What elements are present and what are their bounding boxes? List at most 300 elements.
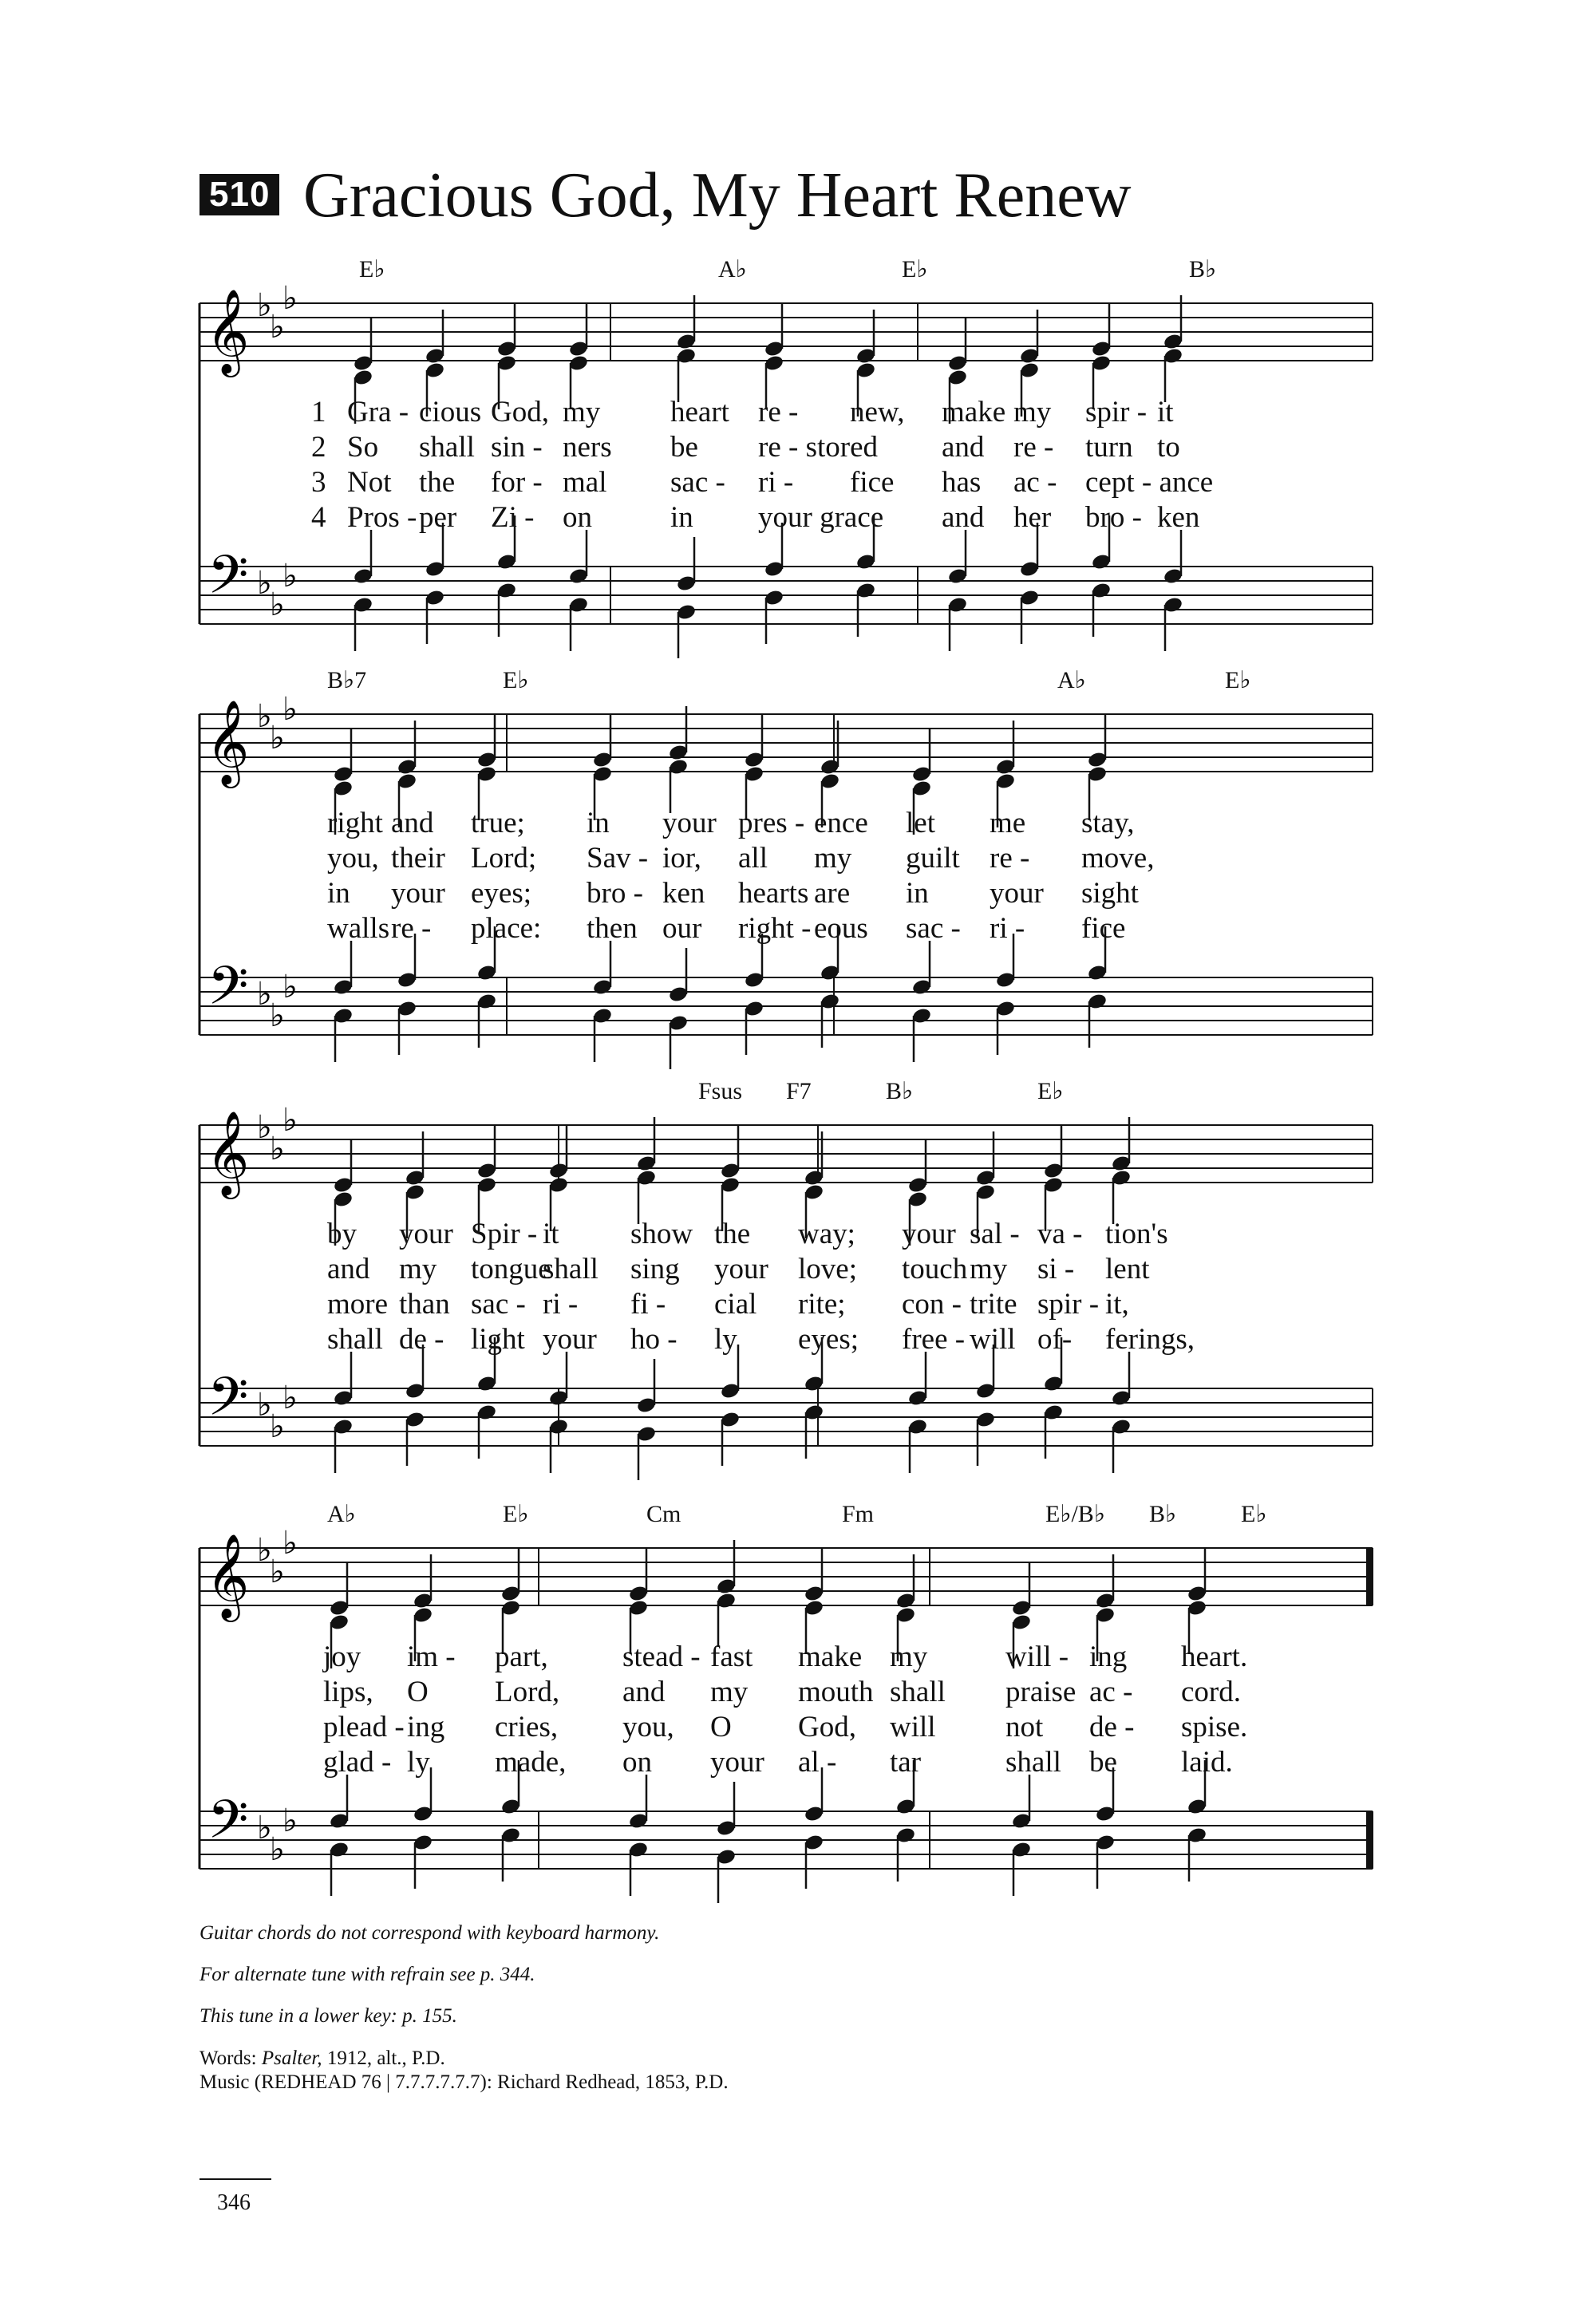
lyric-syllable: Gra - <box>347 396 409 428</box>
bass-clef-icon: 𝄢 <box>207 544 249 618</box>
lyric-syllable: on <box>622 1746 652 1779</box>
tenor-note <box>592 941 613 996</box>
lyric-syllable: let <box>906 807 935 839</box>
footnote-guitar: Guitar chords do not correspond with keyboard harmony. <box>200 1922 660 1944</box>
flat-icon: ♭ <box>270 586 285 623</box>
tenor-note <box>548 1352 569 1407</box>
lyric-syllable: will <box>970 1323 1016 1356</box>
guitar-chord: B♭ <box>1149 1501 1177 1527</box>
footnote-lower-key: This tune in a lower key: p. 155. <box>200 2005 457 2027</box>
lyric-syllable: lent <box>1105 1253 1150 1285</box>
flat-icon: ♭ <box>257 1109 272 1146</box>
lyric-syllable: spir - <box>1037 1288 1100 1321</box>
lyric-syllable: ior, <box>662 842 701 875</box>
tenor-note <box>329 1775 350 1830</box>
lyric-syllable: cord. <box>1181 1676 1241 1708</box>
lyric-syllable: ken <box>1157 501 1200 534</box>
lyric-syllable: and <box>391 807 434 839</box>
lyric-syllable: ly <box>407 1746 430 1779</box>
melody-note <box>1187 1547 1207 1602</box>
lyric-syllable: Spir - <box>471 1218 538 1250</box>
bass-clef-icon: 𝄢 <box>207 955 249 1029</box>
melody-note <box>333 1139 354 1194</box>
lyric-syllable: cial <box>714 1288 757 1321</box>
lyric-syllable: cious <box>419 396 482 428</box>
treble-clef-icon: 𝄞 <box>206 1110 250 1195</box>
lyric-syllable: Zi - <box>491 501 535 534</box>
lyric-syllable: show <box>630 1218 693 1250</box>
lyric-syllable: in <box>587 807 610 839</box>
lyric-syllable: the <box>714 1218 751 1250</box>
treble-clef-icon: 𝄞 <box>206 1533 250 1618</box>
lyric-syllable: shall <box>419 431 475 464</box>
melody-note <box>476 1124 497 1179</box>
bass-staff <box>200 567 1373 624</box>
melody-note <box>568 302 589 357</box>
lyric-syllable: shall <box>327 1323 383 1356</box>
music-credit: Music (REDHEAD 76 | 7.7.7.7.7.7): Richard Redhead, 1853, P.D. <box>200 2071 729 2093</box>
lyric-syllable: of- <box>1037 1323 1073 1356</box>
lyric-syllable: my <box>710 1676 749 1708</box>
lyric-syllable: my <box>814 842 852 875</box>
guitar-chord: E♭ <box>503 667 529 693</box>
melody-note <box>947 317 968 372</box>
tenor-note <box>947 530 968 585</box>
lyric-syllable: sac - <box>670 466 725 499</box>
lyric-syllable: de - <box>399 1323 444 1356</box>
tenor-note <box>668 948 689 1003</box>
lyric-syllable: si - <box>1037 1253 1075 1285</box>
melody-note <box>500 1547 521 1602</box>
bass-note <box>413 1834 433 1889</box>
verse-number: 2 <box>311 431 326 464</box>
melody-note <box>720 1124 741 1179</box>
lyric-syllable: and <box>622 1676 666 1708</box>
lyric-syllable: walls <box>327 912 390 945</box>
flat-icon: ♭ <box>270 997 285 1034</box>
lyric-syllable: will - <box>1005 1641 1069 1673</box>
lyric-syllable: on <box>563 501 592 534</box>
lyric-syllable: sing <box>630 1253 680 1285</box>
flat-icon: ♭ <box>282 280 298 317</box>
lyric-syllable: ing <box>1089 1641 1128 1673</box>
lyric-syllable: right - <box>738 912 812 945</box>
lyric-line-verse-3 <box>200 1710 1373 1745</box>
lyric-syllable: tion's <box>1105 1218 1168 1250</box>
lyric-syllable: it <box>543 1218 559 1250</box>
guitar-chord: F7 <box>786 1078 812 1104</box>
flat-icon: ♭ <box>270 309 285 346</box>
guitar-chord: E♭ <box>1225 667 1251 693</box>
lyric-syllable: spise. <box>1181 1711 1248 1743</box>
lyric-syllable: it <box>1157 396 1174 428</box>
hymn-title: Gracious God, My Heart Renew <box>303 160 1132 231</box>
lyric-syllable: be <box>670 431 698 464</box>
lyric-syllable: your <box>710 1746 764 1779</box>
lyric-syllable: sac - <box>906 912 961 945</box>
words-label: Words: <box>200 2047 257 2069</box>
lyric-syllable: Not <box>347 466 392 499</box>
music-system-4 <box>200 1500 1373 1899</box>
lyric-syllable: then <box>587 912 638 945</box>
flat-icon: ♭ <box>257 565 272 602</box>
lyric-syllable: re - <box>391 912 432 945</box>
lyric-line-verse-1 <box>200 395 1373 430</box>
lyric-syllable: our <box>662 912 702 945</box>
bass-note <box>425 589 445 644</box>
lyric-syllable: ac - <box>1089 1676 1133 1708</box>
flat-icon: ♭ <box>257 976 272 1013</box>
lyric-syllable: all <box>738 842 768 875</box>
lyric-syllable: stead - <box>622 1641 701 1673</box>
lyric-syllable: laid. <box>1181 1746 1233 1779</box>
melody-note <box>329 1562 350 1617</box>
guitar-chord: E♭/B♭ <box>1045 1501 1105 1527</box>
tenor-note <box>333 1352 354 1407</box>
bass-note <box>397 1000 417 1055</box>
final-barline <box>1366 1548 1373 1605</box>
lyric-syllable: shall <box>543 1253 598 1285</box>
lyric-line-verse-3 <box>200 465 1373 500</box>
melody-note <box>333 728 354 783</box>
lyric-syllable: ac - <box>1013 466 1057 499</box>
lyric-syllable: per <box>419 501 457 534</box>
lyric-syllable: your <box>543 1323 597 1356</box>
bass-note <box>995 1000 1016 1055</box>
lyric-syllable: de - <box>1089 1711 1135 1743</box>
alto-note <box>668 758 689 813</box>
treble-clef-icon: 𝄞 <box>206 699 250 784</box>
final-barline <box>1366 1811 1373 1869</box>
lyric-syllable: heart <box>670 396 729 428</box>
bass-note <box>676 603 697 658</box>
lyric-syllable: her <box>1013 501 1052 534</box>
lyric-syllable: sal - <box>970 1218 1020 1250</box>
treble-staff <box>200 303 1373 361</box>
lyric-syllable: your <box>399 1218 453 1250</box>
lyric-syllable: hearts <box>738 877 809 910</box>
bass-note <box>1095 1834 1116 1889</box>
lyric-line-verse-4 <box>200 1745 1373 1780</box>
lyric-syllable: mouth <box>798 1676 874 1708</box>
lyric-syllable: sac - <box>471 1288 526 1321</box>
lyric-syllable: mal <box>563 466 607 499</box>
melody-note <box>1011 1562 1032 1617</box>
bass-staff <box>200 977 1373 1035</box>
lyric-syllable: are <box>814 877 851 910</box>
melody-note <box>744 713 764 768</box>
lyric-syllable: my <box>970 1253 1008 1285</box>
flat-icon: ♭ <box>257 287 272 324</box>
guitar-chord: Fsus <box>698 1078 743 1104</box>
footnote-alternate-tune: For alternate tune with refrain see p. 344. <box>200 1964 535 1985</box>
verse-number: 1 <box>311 396 326 428</box>
lyric-syllable: al - <box>798 1746 837 1779</box>
lyric-syllable: you, <box>622 1711 674 1743</box>
lyric-syllable: O <box>407 1676 429 1708</box>
melody-note <box>628 1547 649 1602</box>
treble-staff <box>200 714 1373 772</box>
melody-note <box>804 1547 824 1602</box>
lyric-syllable: O <box>710 1711 732 1743</box>
lyric-syllable: right <box>327 807 383 839</box>
bass-note <box>716 1848 737 1903</box>
tenor-note <box>716 1782 737 1837</box>
tenor-note <box>333 941 354 996</box>
lyric-syllable: made, <box>495 1746 567 1779</box>
lyric-syllable: my <box>399 1253 437 1285</box>
lyric-syllable: their <box>391 842 445 875</box>
melody-note <box>907 1139 928 1194</box>
lyric-syllable: tar <box>890 1746 922 1779</box>
bass-note <box>744 1000 764 1055</box>
lyric-line-verse-4 <box>200 500 1373 535</box>
lyric-syllable: tongue <box>471 1253 551 1285</box>
lyric-syllable: place: <box>471 912 542 945</box>
lyric-syllable: pres - <box>738 807 805 839</box>
flat-icon: ♭ <box>282 969 298 1005</box>
lyric-syllable: shall <box>890 1676 946 1708</box>
lyric-syllable: fi - <box>630 1288 666 1321</box>
lyric-syllable: God, <box>491 396 549 428</box>
bass-note <box>405 1411 425 1466</box>
alto-note <box>716 1592 737 1647</box>
lyric-syllable: me <box>990 807 1026 839</box>
tenor-note <box>1011 1775 1032 1830</box>
words-source: Psalter, <box>261 2047 322 2069</box>
lyric-syllable: your <box>391 877 445 910</box>
flat-icon: ♭ <box>270 1408 285 1445</box>
bass-note <box>720 1411 741 1466</box>
guitar-chord: Fm <box>842 1501 875 1527</box>
bass-clef-icon: 𝄢 <box>207 1789 249 1863</box>
lyric-syllable: and <box>942 501 985 534</box>
lyric-syllable: re - stored <box>758 431 878 464</box>
guitar-chord: E♭ <box>359 256 385 282</box>
lyric-syllable: free - <box>902 1323 966 1356</box>
lyric-syllable: move, <box>1081 842 1155 875</box>
lyric-line-verse-1 <box>200 1217 1373 1252</box>
lyric-syllable: your <box>902 1218 956 1250</box>
verse-number: 3 <box>311 466 326 499</box>
alto-note <box>1163 347 1183 402</box>
flat-icon: ♭ <box>282 1803 298 1839</box>
tenor-note <box>353 530 373 585</box>
guitar-chord: A♭ <box>1057 667 1086 693</box>
lyric-syllable: my <box>563 396 601 428</box>
melody-note <box>911 728 932 783</box>
lyric-syllable: rite; <box>798 1288 846 1321</box>
lyric-syllable: fice <box>1081 912 1126 945</box>
lyric-syllable: way; <box>798 1218 855 1250</box>
bass-note <box>1019 589 1040 644</box>
flat-icon: ♭ <box>257 1810 272 1846</box>
lyric-syllable: eyes; <box>798 1323 859 1356</box>
lyric-syllable: eous <box>814 912 868 945</box>
lyric-line-verse-4 <box>200 1322 1373 1357</box>
lyric-syllable: guilt <box>906 842 960 875</box>
lyric-syllable: you, <box>327 842 379 875</box>
lyric-syllable: praise <box>1005 1676 1077 1708</box>
flat-icon: ♭ <box>270 1554 285 1590</box>
lyric-syllable: in <box>670 501 693 534</box>
lyric-syllable: it, <box>1105 1288 1129 1321</box>
lyric-syllable: trite <box>970 1288 1017 1321</box>
lyric-syllable: will <box>890 1711 936 1743</box>
lyric-syllable: in <box>327 877 350 910</box>
lyric-syllable: make <box>798 1641 863 1673</box>
lyric-syllable: Sav - <box>587 842 649 875</box>
guitar-chord: B♭ <box>1189 256 1217 282</box>
lyric-syllable: not <box>1005 1711 1044 1743</box>
lyric-line-verse-4 <box>200 911 1373 946</box>
melody-note <box>476 713 497 768</box>
lyric-syllable: God, <box>798 1711 856 1743</box>
lyric-syllable: eyes; <box>471 877 532 910</box>
treble-clef-icon: 𝄞 <box>206 288 250 373</box>
lyric-syllable: ri - <box>758 466 794 499</box>
lyric-syllable: re - <box>758 396 799 428</box>
lyric-syllable: Pros - <box>347 501 417 534</box>
flat-icon: ♭ <box>270 720 285 756</box>
lyric-syllable: your <box>990 877 1044 910</box>
lyric-syllable: So <box>347 431 379 464</box>
bass-clef-icon: 𝄢 <box>207 1366 249 1440</box>
lyric-syllable: has <box>942 466 982 499</box>
tenor-note <box>636 1359 657 1414</box>
lyric-syllable: ken <box>662 877 705 910</box>
lyric-syllable: by <box>327 1218 357 1250</box>
flat-icon: ♭ <box>282 558 298 594</box>
lyric-syllable: bro - <box>1085 501 1142 534</box>
melody-note <box>353 317 373 372</box>
music-system-3 <box>200 1077 1373 1476</box>
lyric-syllable: make <box>942 396 1006 428</box>
bass-note <box>975 1411 996 1466</box>
lyric-syllable: re - <box>1013 431 1054 464</box>
tenor-note <box>628 1775 649 1830</box>
page-number: 346 <box>217 2190 251 2215</box>
verse-number: 4 <box>311 501 326 534</box>
hymn-header <box>200 160 1396 231</box>
lyric-syllable: light <box>471 1323 525 1356</box>
lyric-syllable: ence <box>814 807 868 839</box>
guitar-chord: A♭ <box>718 256 747 282</box>
flat-icon: ♭ <box>282 691 298 728</box>
guitar-chord: E♭ <box>503 1501 529 1527</box>
guitar-chord: A♭ <box>327 1501 356 1527</box>
lyric-syllable: heart. <box>1181 1641 1248 1673</box>
lyric-syllable: va - <box>1037 1218 1083 1250</box>
bass-note <box>804 1834 824 1889</box>
melody-note <box>1091 302 1112 357</box>
lyric-syllable: plead - <box>323 1711 405 1743</box>
flat-icon: ♭ <box>270 1831 285 1868</box>
bass-note <box>636 1425 657 1480</box>
flat-icon: ♭ <box>282 1525 298 1562</box>
lyric-syllable: more <box>327 1288 389 1321</box>
lyric-syllable: cept - ance <box>1085 466 1214 499</box>
guitar-chord: Cm <box>646 1501 681 1527</box>
lyric-syllable: bro - <box>587 877 643 910</box>
lyric-syllable: joy <box>323 1641 361 1673</box>
lyric-syllable: than <box>399 1288 450 1321</box>
melody-note <box>496 302 517 357</box>
lyric-syllable: re - <box>990 842 1030 875</box>
melody-note <box>592 713 613 768</box>
flat-icon: ♭ <box>257 698 272 735</box>
lyric-syllable: ri - <box>543 1288 579 1321</box>
lyric-line-verse-2 <box>200 1675 1373 1710</box>
lyric-syllable: and <box>942 431 985 464</box>
lyric-syllable: in <box>906 877 929 910</box>
guitar-chord: E♭ <box>1241 1501 1267 1527</box>
guitar-chord: B♭ <box>886 1078 914 1104</box>
melody-note <box>1087 713 1108 768</box>
lyric-syllable: new, <box>850 396 905 428</box>
lyric-syllable: ing <box>407 1711 445 1743</box>
page-number-rule <box>200 2178 271 2180</box>
lyric-syllable: the <box>419 466 456 499</box>
lyric-line-verse-3 <box>200 1287 1373 1322</box>
lyric-syllable: ferings, <box>1105 1323 1195 1356</box>
lyric-syllable: for - <box>491 466 543 499</box>
lyric-syllable: im - <box>407 1641 456 1673</box>
tenor-note <box>676 537 697 592</box>
lyric-line-verse-1 <box>200 806 1373 841</box>
flat-icon: ♭ <box>282 1102 298 1139</box>
lyric-syllable: your grace <box>758 501 884 534</box>
flat-icon: ♭ <box>257 1387 272 1424</box>
lyric-syllable: glad - <box>323 1746 392 1779</box>
lyric-syllable: part, <box>495 1641 548 1673</box>
lyric-syllable: Lord; <box>471 842 537 875</box>
tenor-note <box>1163 530 1183 585</box>
flat-icon: ♭ <box>282 1380 298 1416</box>
guitar-chord: E♭ <box>902 256 928 282</box>
lyric-syllable: con - <box>902 1288 962 1321</box>
lyric-line-verse-2 <box>200 1252 1373 1287</box>
lyric-syllable: sin - <box>491 431 543 464</box>
lyric-syllable: and <box>327 1253 370 1285</box>
lyric-syllable: be <box>1089 1746 1117 1779</box>
tenor-note <box>911 941 932 996</box>
lyric-syllable: ri - <box>990 912 1025 945</box>
lyric-syllable: shall <box>1005 1746 1061 1779</box>
lyric-syllable: fice <box>850 466 895 499</box>
lyric-syllable: Lord, <box>495 1676 560 1708</box>
hymn-number: 510 <box>200 174 279 215</box>
flat-icon: ♭ <box>270 1131 285 1167</box>
music-system-1 <box>200 255 1373 654</box>
tenor-note <box>1111 1352 1132 1407</box>
lyric-syllable: cries, <box>495 1711 559 1743</box>
tenor-note <box>907 1352 928 1407</box>
music-system-2 <box>200 666 1373 1065</box>
words-rest: 1912, alt., P.D. <box>326 2047 445 2069</box>
lyric-line-verse-1 <box>200 1640 1373 1675</box>
lyric-line-verse-3 <box>200 876 1373 911</box>
lyric-syllable: fast <box>710 1641 753 1673</box>
tenor-note <box>568 530 589 585</box>
lyric-syllable: love; <box>798 1253 857 1285</box>
lyric-syllable: ners <box>563 431 612 464</box>
words-credit <box>200 2047 445 2071</box>
alto-note <box>1111 1169 1132 1224</box>
alto-note <box>636 1169 657 1224</box>
lyric-syllable: sight <box>1081 877 1139 910</box>
lyric-syllable: my <box>1013 396 1052 428</box>
